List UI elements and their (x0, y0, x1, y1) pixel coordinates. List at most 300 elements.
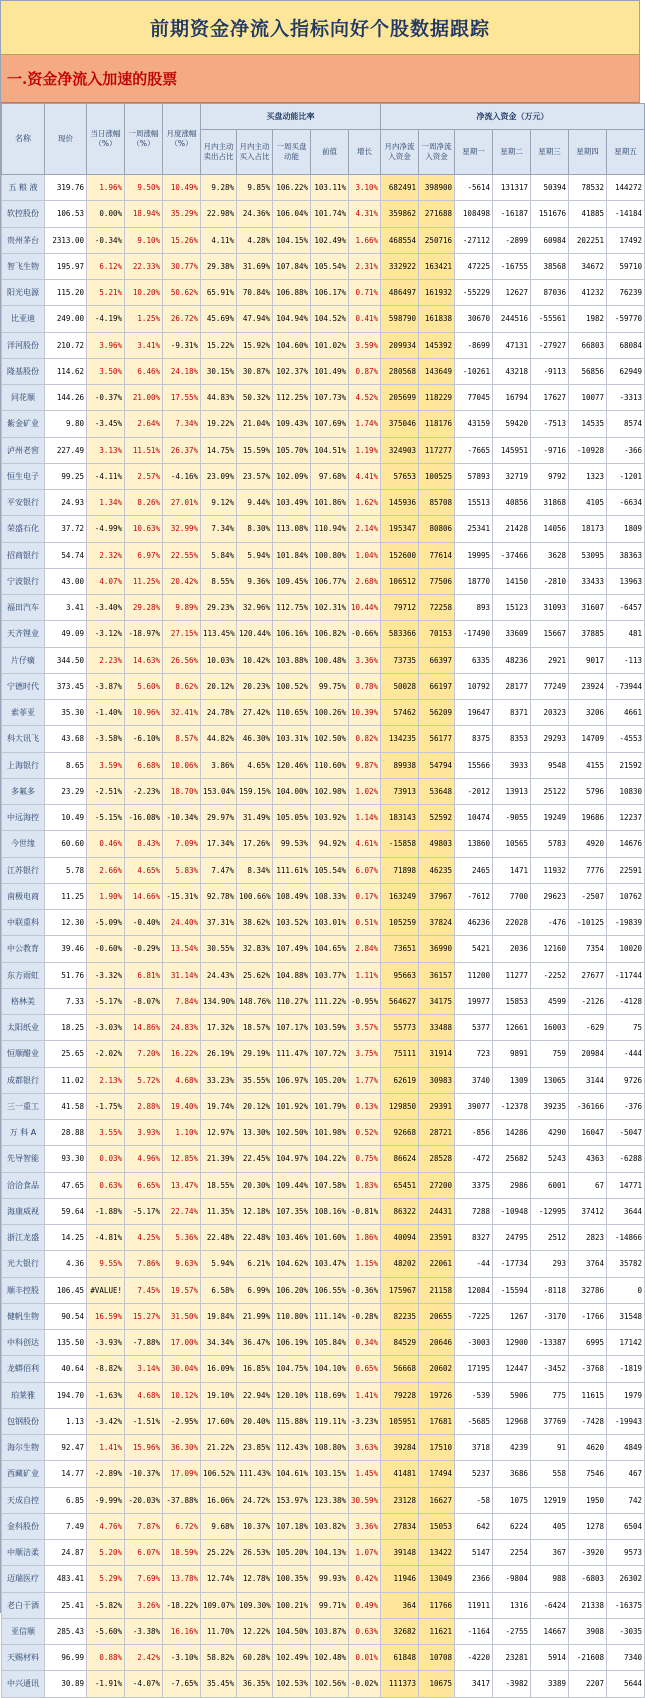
cell-month-sell-ratio: 109.07% (201, 1592, 237, 1618)
cell-mon: 642 (455, 1513, 493, 1539)
cell-growth: 3.75% (349, 1041, 381, 1067)
cell-wed: 37769 (531, 1408, 569, 1434)
cell-month-buy-ratio: 148.76% (237, 988, 273, 1014)
cell-tue: 2254 (493, 1540, 531, 1566)
cell-mon: 30670 (455, 306, 493, 332)
cell-month-sell-ratio: 20.12% (201, 673, 237, 699)
cell-prev-value: 106.17% (311, 280, 349, 306)
cell-month-change: 9.89% (163, 595, 201, 621)
cell-thu: 2207 (569, 1671, 607, 1697)
cell-week-change: 8.43% (125, 831, 163, 857)
cell-growth: 1.83% (349, 1172, 381, 1198)
cell-month-net-inflow: 48202 (381, 1251, 419, 1277)
cell-month-net-inflow: 209934 (381, 332, 419, 358)
cell-wed: 14667 (531, 1618, 569, 1644)
cell-week-buy-power: 101.84% (273, 542, 311, 568)
table-row (2, 673, 645, 699)
cell-week-buy-power: 104.62% (273, 1251, 311, 1277)
cell-week-change: 4.25% (125, 1225, 163, 1251)
cell-mon: 15566 (455, 752, 493, 778)
cell-fri: 5644 (607, 1671, 645, 1697)
cell-month-change: 13.47% (163, 1172, 201, 1198)
cell-day-change: -5.15% (87, 805, 125, 831)
cell-thu: 1950 (569, 1487, 607, 1513)
cell-month-buy-ratio: 13.30% (237, 1120, 273, 1146)
cell-thu: 4363 (569, 1146, 607, 1172)
cell-month-buy-ratio: 18.57% (237, 1015, 273, 1041)
cell-thu: 27677 (569, 962, 607, 988)
table-row (2, 490, 645, 516)
cell-day-change: -5.09% (87, 910, 125, 936)
table-row (2, 1251, 645, 1277)
cell-week-buy-power: 106.22% (273, 175, 311, 201)
cell-wed: 20323 (531, 700, 569, 726)
cell-price: 14.25 (45, 1225, 87, 1251)
cell-wed: 367 (531, 1540, 569, 1566)
cell-fri: 12237 (607, 805, 645, 831)
cell-week-buy-power: 104.15% (273, 227, 311, 253)
cell-growth: 3.59% (349, 332, 381, 358)
cell-week-buy-power: 109.44% (273, 1172, 311, 1198)
cell-thu: 21338 (569, 1592, 607, 1618)
cell-month-net-inflow: 75111 (381, 1041, 419, 1067)
cell-mon: 13860 (455, 831, 493, 857)
cell-week-net-inflow: 145392 (419, 332, 455, 358)
table-row (2, 1198, 645, 1224)
cell-month-net-inflow: 195347 (381, 516, 419, 542)
cell-tue: 24795 (493, 1225, 531, 1251)
cell-day-change: -1.40% (87, 700, 125, 726)
cell-month-net-inflow: 79712 (381, 595, 419, 621)
cell-prev-value: 103.77% (311, 962, 349, 988)
cell-week-net-inflow: 118176 (419, 411, 455, 437)
cell-month-sell-ratio: 7.47% (201, 857, 237, 883)
cell-day-change: -8.82% (87, 1356, 125, 1382)
cell-month-net-inflow: 111373 (381, 1671, 419, 1697)
cell-week-change: 10.20% (125, 280, 163, 306)
cell-month-buy-ratio: 16.85% (237, 1356, 273, 1382)
cell-thu: 3908 (569, 1618, 607, 1644)
cell-price: 227.49 (45, 437, 87, 463)
cell-tue: 14150 (493, 568, 531, 594)
cell-mon: 6335 (455, 647, 493, 673)
cell-month-change: 10.06% (163, 752, 201, 778)
cell-name: 西藏矿业 (2, 1461, 45, 1487)
cell-week-buy-power: 104.75% (273, 1356, 311, 1382)
cell-wed: 15667 (531, 621, 569, 647)
cell-tue: 12968 (493, 1408, 531, 1434)
cell-day-change: 4.76% (87, 1513, 125, 1539)
cell-fri: 26302 (607, 1566, 645, 1592)
cell-prev-value: 94.92% (311, 831, 349, 857)
cell-month-net-inflow: 145936 (381, 490, 419, 516)
cell-month-change: 17.55% (163, 385, 201, 411)
cell-wed: 12160 (531, 936, 569, 962)
cell-price: 195.97 (45, 253, 87, 279)
cell-fri: 14771 (607, 1172, 645, 1198)
cell-mon: -58 (455, 1487, 493, 1513)
cell-month-net-inflow: 65451 (381, 1172, 419, 1198)
cell-month-net-inflow: 89938 (381, 752, 419, 778)
cell-name: 海尔生物 (2, 1435, 45, 1461)
table-row (2, 910, 645, 936)
cell-week-buy-power: 103.49% (273, 490, 311, 516)
cell-week-buy-power: 107.17% (273, 1015, 311, 1041)
cell-month-sell-ratio: 18.55% (201, 1172, 237, 1198)
cell-prev-value: 107.58% (311, 1172, 349, 1198)
cell-mon: 57893 (455, 463, 493, 489)
cell-week-buy-power: 103.46% (273, 1225, 311, 1251)
cell-fri: -16375 (607, 1592, 645, 1618)
cell-tue: 2986 (493, 1172, 531, 1198)
table-row (2, 568, 645, 594)
cell-month-sell-ratio: 17.60% (201, 1408, 237, 1434)
cell-week-net-inflow: 28528 (419, 1146, 455, 1172)
cell-mon: -539 (455, 1382, 493, 1408)
cell-month-change: 15.26% (163, 227, 201, 253)
cell-thu: 10077 (569, 385, 607, 411)
cell-week-buy-power: 112.75% (273, 595, 311, 621)
cell-mon: -17490 (455, 621, 493, 647)
cell-price: 344.50 (45, 647, 87, 673)
cell-month-change: 12.85% (163, 1146, 201, 1172)
cell-month-change: 30.04% (163, 1356, 201, 1382)
cell-month-net-inflow: 32682 (381, 1618, 419, 1644)
cell-week-change: 9.10% (125, 227, 163, 253)
cell-price: 40.64 (45, 1356, 87, 1382)
cell-thu: 1323 (569, 463, 607, 489)
cell-week-buy-power: 109.45% (273, 568, 311, 594)
cell-month-buy-ratio: 22.94% (237, 1382, 273, 1408)
cell-week-buy-power: 153.97% (273, 1487, 311, 1513)
cell-day-change: -9.99% (87, 1487, 125, 1513)
table-row (2, 726, 645, 752)
table-row (2, 1382, 645, 1408)
cell-mon: -2012 (455, 778, 493, 804)
cell-price: 43.00 (45, 568, 87, 594)
cell-prev-value: 123.38% (311, 1487, 349, 1513)
cell-thu: -3920 (569, 1540, 607, 1566)
cell-week-buy-power: 106.04% (273, 201, 311, 227)
cell-wed: -8118 (531, 1277, 569, 1303)
cell-thu: 16047 (569, 1120, 607, 1146)
cell-growth: 1.74% (349, 411, 381, 437)
cell-tue: -16187 (493, 201, 531, 227)
cell-thu: 3764 (569, 1251, 607, 1277)
table-row (2, 1513, 645, 1539)
cell-fri: 75 (607, 1015, 645, 1041)
cell-prev-value: 111.14% (311, 1303, 349, 1329)
cell-month-net-inflow: 62619 (381, 1067, 419, 1093)
cell-week-net-inflow: 33488 (419, 1015, 455, 1041)
cell-day-change: 3.96% (87, 332, 125, 358)
table-row (2, 253, 645, 279)
cell-month-change: 5.83% (163, 857, 201, 883)
cell-growth: 1.04% (349, 542, 381, 568)
cell-month-change: 32.99% (163, 516, 201, 542)
cell-price: 319.76 (45, 175, 87, 201)
cell-prev-value: 103.47% (311, 1251, 349, 1277)
cell-thu: 4105 (569, 490, 607, 516)
cell-fri: -4128 (607, 988, 645, 1014)
header-week-change: 一周涨幅（%） (125, 104, 163, 175)
table-row (2, 175, 645, 201)
cell-week-net-inflow: 27200 (419, 1172, 455, 1198)
cell-month-buy-ratio: 70.84% (237, 280, 273, 306)
cell-week-net-inflow: 85708 (419, 490, 455, 516)
cell-month-buy-ratio: 46.30% (237, 726, 273, 752)
header-month-buy-ratio: 月内主动买入占比 (237, 130, 273, 175)
cell-month-sell-ratio: 45.69% (201, 306, 237, 332)
cell-month-change: 7.34% (163, 411, 201, 437)
cell-price: 6.85 (45, 1487, 87, 1513)
cell-week-change: 3.41% (125, 332, 163, 358)
cell-tue: 43218 (493, 358, 531, 384)
cell-month-buy-ratio: 111.43% (237, 1461, 273, 1487)
cell-week-net-inflow: 13422 (419, 1540, 455, 1566)
cell-month-net-inflow: 39148 (381, 1540, 419, 1566)
cell-week-buy-power: 112.25% (273, 385, 311, 411)
cell-fri: 22591 (607, 857, 645, 883)
cell-month-sell-ratio: 15.22% (201, 332, 237, 358)
cell-price: 12.30 (45, 910, 87, 936)
cell-wed: 151676 (531, 201, 569, 227)
cell-prev-value: 105.54% (311, 253, 349, 279)
cell-price: 59.64 (45, 1198, 87, 1224)
cell-week-net-inflow: 17494 (419, 1461, 455, 1487)
cell-month-sell-ratio: 29.97% (201, 805, 237, 831)
cell-prev-value: 107.69% (311, 411, 349, 437)
cell-mon: 25341 (455, 516, 493, 542)
cell-week-net-inflow: 11621 (419, 1618, 455, 1644)
cell-month-change: 8.57% (163, 726, 201, 752)
cell-month-buy-ratio: 109.30% (237, 1592, 273, 1618)
cell-growth: 0.63% (349, 1618, 381, 1644)
table-row (2, 1356, 645, 1382)
cell-tue: 12627 (493, 280, 531, 306)
cell-month-net-inflow: 86322 (381, 1198, 419, 1224)
cell-day-change: 1.34% (87, 490, 125, 516)
cell-week-change: 15.96% (125, 1435, 163, 1461)
cell-growth: 3.57% (349, 1015, 381, 1041)
cell-month-buy-ratio: 12.18% (237, 1198, 273, 1224)
cell-wed: 38568 (531, 253, 569, 279)
table-row (2, 1330, 645, 1356)
cell-mon: 2465 (455, 857, 493, 883)
cell-prev-value: 102.49% (311, 227, 349, 253)
cell-week-change: 2.42% (125, 1645, 163, 1671)
cell-month-buy-ratio: 35.55% (237, 1067, 273, 1093)
cell-thu: -6803 (569, 1566, 607, 1592)
cell-week-net-inflow: 77506 (419, 568, 455, 594)
cell-month-sell-ratio: 17.34% (201, 831, 237, 857)
cell-tue: 4239 (493, 1435, 531, 1461)
cell-price: 3.41 (45, 595, 87, 621)
table-row (2, 437, 645, 463)
cell-day-change: 4.07% (87, 568, 125, 594)
cell-prev-value: 102.56% (311, 1671, 349, 1697)
cell-prev-value: 108.16% (311, 1198, 349, 1224)
cell-month-change: 13.78% (163, 1566, 201, 1592)
cell-name: 洽洽食品 (2, 1172, 45, 1198)
cell-name: 三一重工 (2, 1093, 45, 1119)
cell-wed: -2252 (531, 962, 569, 988)
cell-name: 老白干酒 (2, 1592, 45, 1618)
cell-mon: 77045 (455, 385, 493, 411)
cell-growth: 0.42% (349, 1566, 381, 1592)
cell-week-change: -0.40% (125, 910, 163, 936)
cell-tue: 3933 (493, 752, 531, 778)
cell-day-change: 3.59% (87, 752, 125, 778)
cell-price: 92.47 (45, 1435, 87, 1461)
cell-wed: -2810 (531, 568, 569, 594)
cell-mon: 5147 (455, 1540, 493, 1566)
cell-fri: 4661 (607, 700, 645, 726)
cell-fri: 6504 (607, 1513, 645, 1539)
cell-mon: 5377 (455, 1015, 493, 1041)
cell-month-buy-ratio: 32.83% (237, 936, 273, 962)
cell-week-net-inflow: 52592 (419, 805, 455, 831)
cell-price: 144.26 (45, 385, 87, 411)
cell-mon: 3740 (455, 1067, 493, 1093)
cell-day-change: 2.66% (87, 857, 125, 883)
cell-fri: 35782 (607, 1251, 645, 1277)
cell-name: 中顺洁柔 (2, 1540, 45, 1566)
cell-week-change: 21.00% (125, 385, 163, 411)
cell-month-change: 19.57% (163, 1277, 201, 1303)
cell-growth: 1.41% (349, 1382, 381, 1408)
cell-fri: 0 (607, 1277, 645, 1303)
cell-day-change: -2.51% (87, 778, 125, 804)
cell-growth: 30.59% (349, 1487, 381, 1513)
cell-month-buy-ratio: 12.22% (237, 1618, 273, 1644)
cell-week-buy-power: 107.18% (273, 1513, 311, 1539)
cell-growth: 0.75% (349, 1146, 381, 1172)
cell-week-net-inflow: 24431 (419, 1198, 455, 1224)
cell-price: 194.70 (45, 1382, 87, 1408)
table-row (2, 883, 645, 909)
cell-week-change: -4.07% (125, 1671, 163, 1697)
cell-week-net-inflow: 72258 (419, 595, 455, 621)
cell-month-sell-ratio: 113.45% (201, 621, 237, 647)
cell-month-sell-ratio: 12.74% (201, 1566, 237, 1592)
cell-month-change: 31.50% (163, 1303, 201, 1329)
cell-growth: 0.49% (349, 1592, 381, 1618)
cell-tue: 1316 (493, 1592, 531, 1618)
cell-day-change: -0.37% (87, 385, 125, 411)
cell-month-buy-ratio: 50.32% (237, 385, 273, 411)
cell-month-buy-ratio: 20.12% (237, 1093, 273, 1119)
cell-week-buy-power: 101.92% (273, 1093, 311, 1119)
cell-week-buy-power: 112.43% (273, 1435, 311, 1461)
cell-growth: 3.63% (349, 1435, 381, 1461)
cell-price: 2313.00 (45, 227, 87, 253)
cell-month-sell-ratio: 153.04% (201, 778, 237, 804)
cell-fri: -6634 (607, 490, 645, 516)
cell-month-change: 1.10% (163, 1120, 201, 1146)
cell-price: 135.50 (45, 1330, 87, 1356)
cell-month-net-inflow: 280568 (381, 358, 419, 384)
cell-mon: 39077 (455, 1093, 493, 1119)
cell-month-sell-ratio: 35.45% (201, 1671, 237, 1697)
cell-week-buy-power: 102.53% (273, 1671, 311, 1697)
cell-month-sell-ratio: 92.78% (201, 883, 237, 909)
cell-week-net-inflow: 70153 (419, 621, 455, 647)
cell-wed: 29293 (531, 726, 569, 752)
cell-name: 健帆生物 (2, 1303, 45, 1329)
cell-week-change: 14.86% (125, 1015, 163, 1041)
cell-month-buy-ratio: 36.35% (237, 1671, 273, 1697)
cell-fri: -1201 (607, 463, 645, 489)
cell-month-net-inflow: 564627 (381, 988, 419, 1014)
cell-month-change: -3.10% (163, 1645, 201, 1671)
cell-day-change: -3.03% (87, 1015, 125, 1041)
cell-mon: 893 (455, 595, 493, 621)
stock-table (1, 103, 645, 1698)
cell-wed: 50394 (531, 175, 569, 201)
table-row (2, 1408, 645, 1434)
cell-month-sell-ratio: 5.94% (201, 1251, 237, 1277)
cell-day-change: 3.55% (87, 1120, 125, 1146)
cell-mon: -7612 (455, 883, 493, 909)
cell-month-net-inflow: 106512 (381, 568, 419, 594)
cell-month-sell-ratio: 19.22% (201, 411, 237, 437)
table-row (2, 280, 645, 306)
cell-name: 招商银行 (2, 542, 45, 568)
table-row (2, 542, 645, 568)
cell-tue: -9804 (493, 1566, 531, 1592)
cell-month-net-inflow: 71898 (381, 857, 419, 883)
cell-week-net-inflow: 117277 (419, 437, 455, 463)
cell-wed: 14056 (531, 516, 569, 542)
cell-tue: 11277 (493, 962, 531, 988)
cell-fri: 31548 (607, 1303, 645, 1329)
cell-growth: 2.14% (349, 516, 381, 542)
cell-mon: 723 (455, 1041, 493, 1067)
cell-week-buy-power: 107.84% (273, 253, 311, 279)
cell-fri: -376 (607, 1093, 645, 1119)
cell-month-sell-ratio: 10.03% (201, 647, 237, 673)
cell-price: 96.99 (45, 1645, 87, 1671)
cell-wed: 39235 (531, 1093, 569, 1119)
cell-week-net-inflow: 17681 (419, 1408, 455, 1434)
cell-month-net-inflow: 364 (381, 1592, 419, 1618)
cell-month-net-inflow: 57653 (381, 463, 419, 489)
cell-thu: 66803 (569, 332, 607, 358)
cell-mon: 11200 (455, 962, 493, 988)
cell-fri: -19839 (607, 910, 645, 936)
cell-mon: 12084 (455, 1277, 493, 1303)
cell-week-change: 4.96% (125, 1146, 163, 1172)
cell-month-buy-ratio: 60.28% (237, 1645, 273, 1671)
cell-week-net-inflow: 118229 (419, 385, 455, 411)
cell-day-change: -5.60% (87, 1618, 125, 1644)
cell-week-buy-power: 108.49% (273, 883, 311, 909)
cell-thu: 1982 (569, 306, 607, 332)
cell-week-net-inflow: 46235 (419, 857, 455, 883)
cell-day-change: #VALUE! (87, 1277, 125, 1303)
cell-name: 上海银行 (2, 752, 45, 778)
cell-growth: -0.95% (349, 988, 381, 1014)
cell-wed: 31093 (531, 595, 569, 621)
cell-wed: 4290 (531, 1120, 569, 1146)
cell-week-change: -5.17% (125, 1198, 163, 1224)
cell-price: 10.49 (45, 805, 87, 831)
cell-growth: 0.51% (349, 910, 381, 936)
cell-price: 43.68 (45, 726, 87, 752)
cell-price: 54.74 (45, 542, 87, 568)
cell-week-net-inflow: 34175 (419, 988, 455, 1014)
